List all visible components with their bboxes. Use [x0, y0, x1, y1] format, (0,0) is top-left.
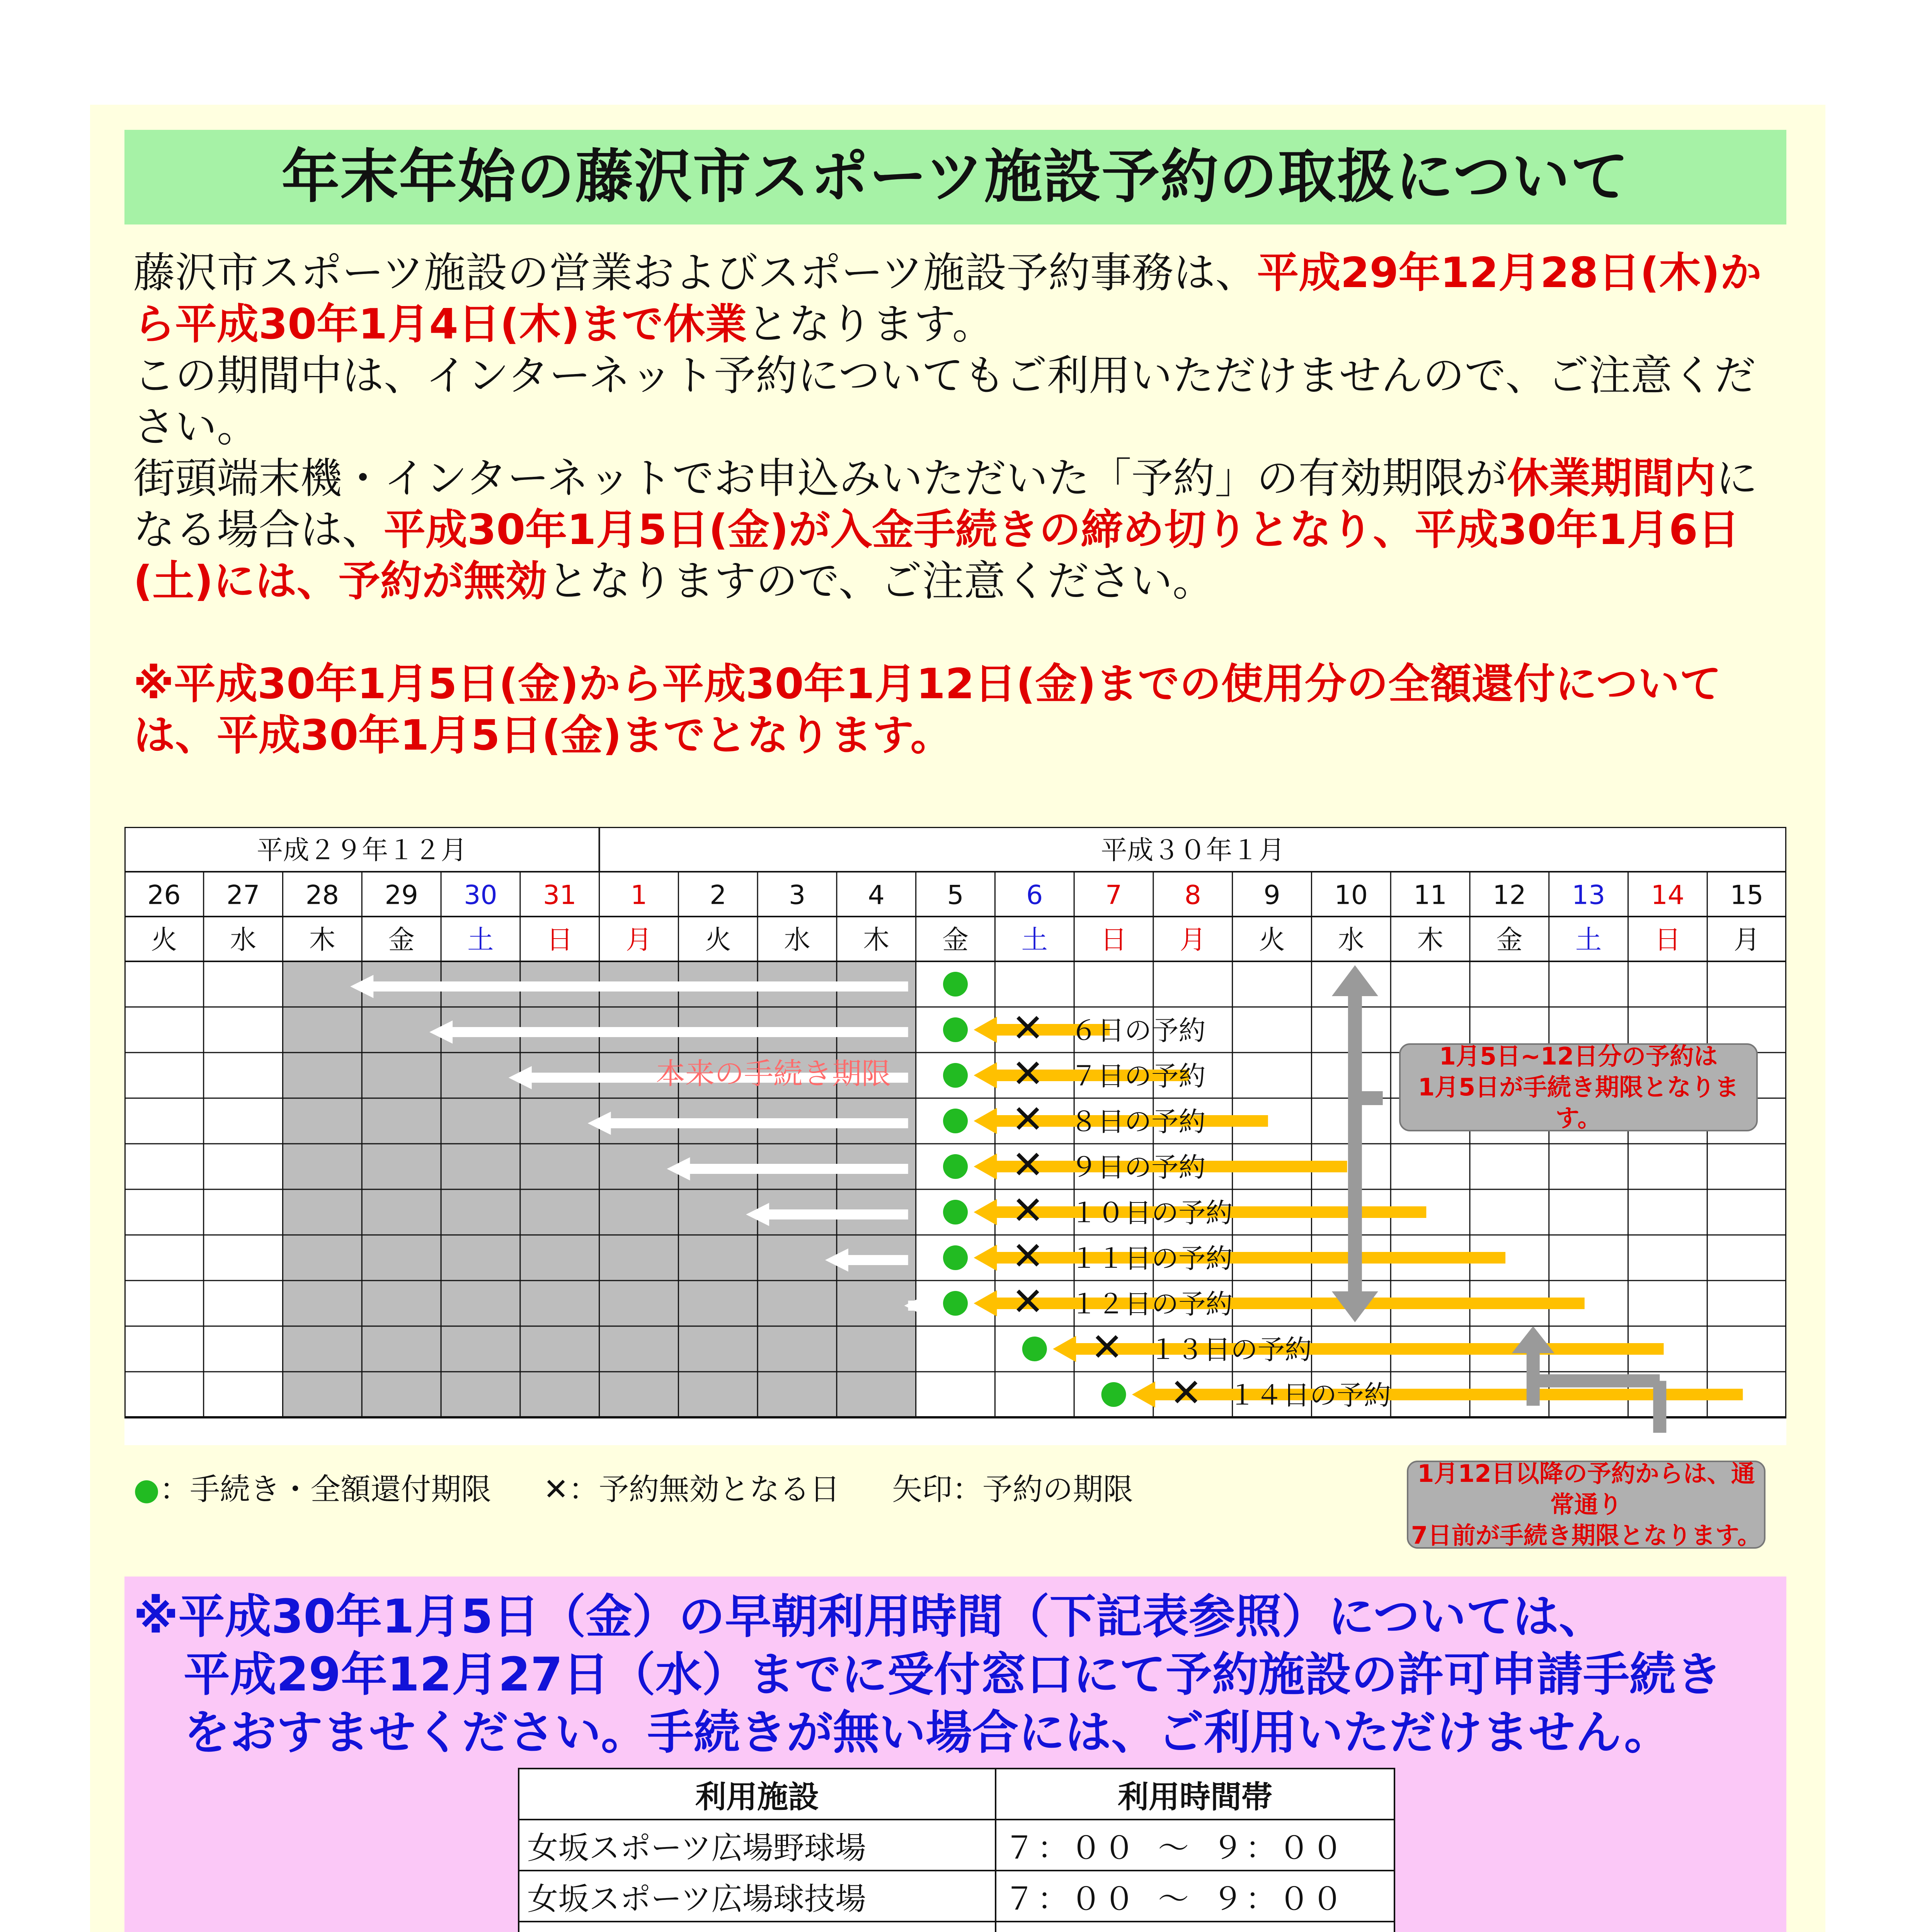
calendar-weekday: 木 [863, 925, 890, 956]
calendar-day-number: 5 [947, 880, 964, 911]
deadline-highlight: 平成30年1月5日(金)が入金手続きの締め切りとなり、平成30年1月6日(土)には、予約が無効 [133, 506, 1740, 605]
month-label-jan: 平成３０年１月 [1101, 835, 1285, 866]
arrow-head-icon [974, 1245, 997, 1271]
calendar-grid [124, 827, 1786, 1445]
legend-x-text: ：予約無効となる日 [569, 1472, 840, 1507]
x-mark-icon: ✕ [1011, 1005, 1044, 1051]
reservation-label: １４日の予約 [1228, 1379, 1391, 1411]
calendar-weekday: 土 [1575, 925, 1602, 956]
green-dot-icon [943, 1291, 968, 1316]
early-use-line-3: をおすませください。手続きが無い場合には、ご利用いただけません。 [184, 1706, 1671, 1760]
intro-text: になる場合は、 [133, 454, 1758, 554]
calendar-weekday: 金 [388, 925, 415, 956]
reservation-label: ７日の予約 [1070, 1060, 1206, 1092]
x-mark-icon: ✕ [1091, 1325, 1124, 1370]
x-mark-icon: ✕ [1011, 1233, 1044, 1279]
calendar-day-number: 12 [1493, 880, 1526, 911]
calendar-day-number: 6 [1026, 880, 1043, 911]
calendar-day-number: 4 [868, 880, 885, 911]
original-deadline-label: 本来の手続き期限 [656, 1056, 891, 1091]
calendar-day-number: 30 [464, 880, 497, 911]
legend-arrow-text: 矢印：予約の期限 [892, 1472, 1134, 1507]
arrow-up-icon [1512, 1326, 1554, 1353]
intro-text: となります。 [747, 300, 994, 349]
reservation-label: １２日の予約 [1070, 1288, 1233, 1320]
reservation-label: １３日の予約 [1149, 1334, 1312, 1366]
early-use-table [518, 1768, 1395, 1932]
calendar-weekday: 水 [1338, 925, 1364, 956]
intro-text: となりますので、ご注意ください。 [547, 557, 1214, 605]
reservation-calendar [124, 827, 1786, 1445]
calendar-weekday: 金 [1496, 925, 1523, 956]
legend-dot-text: ：手続き・全額還付期限 [160, 1472, 492, 1507]
calendar-weekday: 月 [1733, 925, 1760, 956]
calendar-day-number: 11 [1413, 880, 1447, 911]
calendar-weekday: 火 [1259, 925, 1285, 956]
calendar-weekday: 金 [942, 925, 969, 956]
calendar-weekday: 火 [705, 925, 731, 956]
calendar-weekday: 火 [151, 925, 177, 956]
x-mark-icon: ✕ [1011, 1279, 1044, 1324]
intro-text: 街頭端末機・インターネットでお申込みいただいた「予約」の有効期限が [133, 454, 1507, 503]
table-header-row [519, 1769, 1394, 1820]
green-dot-icon: ● [133, 1472, 160, 1507]
arrow-head-icon [974, 1199, 997, 1225]
table-row [519, 1922, 1394, 1932]
time-cell: ７：００ 〜 ９：００ [996, 1820, 1394, 1871]
intro-paragraph-3 [133, 453, 1795, 607]
arrow-head-icon [974, 1017, 997, 1043]
green-dot-icon [943, 1017, 968, 1042]
arrow-up-icon [1332, 965, 1378, 996]
calendar-day-number: 7 [1105, 880, 1122, 911]
calendar-day-number: 3 [788, 880, 806, 911]
calendar-day-number: 1 [630, 880, 647, 911]
x-mark-icon: ✕ [1011, 1188, 1044, 1233]
time-cell [996, 1922, 1394, 1932]
green-dot-icon [943, 1245, 968, 1270]
reservation-label: １０日の予約 [1070, 1197, 1233, 1229]
x-mark-icon: ✕ [543, 1472, 569, 1507]
calendar-day-number: 26 [147, 880, 181, 911]
calendar-day-number: 10 [1334, 880, 1368, 911]
calendar-weekday: 日 [1100, 925, 1127, 956]
intro-text: 藤沢市スポーツ施設の営業およびスポーツ施設予約事務は、 [133, 249, 1257, 297]
closure-period: 平成29年12月28日(木)から平成30年1月4日(木)まで休業 [133, 249, 1762, 349]
calendar-day-number: 15 [1730, 880, 1764, 911]
calendar-day-number: 8 [1184, 880, 1201, 911]
calendar-day-number: 28 [305, 880, 339, 911]
calendar-weekday: 日 [546, 925, 573, 956]
table-row [519, 1820, 1394, 1871]
calendar-weekday: 土 [1021, 925, 1048, 956]
green-dot-icon [943, 1200, 968, 1225]
arrow-head-icon [1053, 1336, 1076, 1362]
calendar-weekday: 水 [230, 925, 257, 956]
intro-paragraph-2: この期間中は、インターネット予約についてもご利用いただけませんので、ご注意ください。 [133, 352, 1756, 451]
facility-cell [519, 1922, 996, 1932]
reservation-label: ８日の予約 [1070, 1106, 1206, 1138]
green-dot-icon [943, 1109, 968, 1133]
calendar-weekday: 水 [784, 925, 810, 956]
calendar-weekday: 日 [1654, 925, 1681, 956]
x-mark-icon: ✕ [1011, 1142, 1044, 1187]
facility-cell: 女坂スポーツ広場野球場 [519, 1820, 996, 1871]
calendar-weekday: 月 [1180, 925, 1206, 956]
reservation-label: ６日の予約 [1070, 1015, 1206, 1046]
calendar-day-number: 14 [1651, 880, 1685, 911]
x-mark-icon: ✕ [1011, 1051, 1044, 1096]
calendar-weekday: 土 [467, 925, 494, 956]
closure-highlight: 休業期間内 [1507, 454, 1716, 503]
calendar-weekday: 木 [309, 925, 335, 956]
callout-normal-deadline: 1月12日以降の予約からは、通常通り 7日前が手続き期限となります。 [1407, 1461, 1765, 1549]
table-row [519, 1871, 1394, 1922]
early-use-line-1: ※平成30年1月5日（金）の早朝利用時間（下記表参照）については、 [133, 1590, 1605, 1644]
calendar-day-number: 13 [1571, 880, 1605, 911]
time-cell: ７：００ 〜 ９：００ [996, 1871, 1394, 1922]
arrow-head-icon [974, 1153, 997, 1180]
month-label-dec: 平成２９年１２月 [257, 835, 467, 866]
arrow-head-icon [974, 1108, 997, 1134]
green-dot-icon [1102, 1382, 1126, 1407]
green-dot-icon [943, 1154, 968, 1179]
intro-paragraph-1 [133, 247, 1795, 350]
x-mark-icon: ✕ [1170, 1370, 1202, 1415]
calendar-day-number: 2 [710, 880, 727, 911]
calendar-day-number: 9 [1263, 880, 1280, 911]
early-use-line-2: 平成29年12月27日（水）までに受付窓口にて予約施設の許可申請手続き [184, 1648, 1722, 1702]
calendar-weekday: 月 [625, 925, 652, 956]
table-header-facility: 利用施設 [519, 1769, 996, 1820]
arrow-head-icon [974, 1062, 997, 1088]
green-dot-icon [943, 1063, 968, 1088]
facility-cell: 女坂スポーツ広場球技場 [519, 1871, 996, 1922]
calendar-day-number: 27 [226, 880, 260, 911]
arrow-head-icon [1132, 1381, 1155, 1408]
calendar-day-number: 31 [543, 880, 577, 911]
arrow-head-icon [974, 1290, 997, 1316]
green-dot-icon [943, 972, 968, 997]
reservation-label: １１日の予約 [1070, 1243, 1233, 1274]
calendar-day-number: 29 [385, 880, 418, 911]
x-mark-icon: ✕ [1011, 1097, 1044, 1142]
callout-deadline-range: 1月5日~12日分の予約は 1月5日が手続き期限となります。 [1399, 1043, 1758, 1131]
green-dot-icon [1022, 1337, 1047, 1361]
page-title: 年末年始の藤沢市スポーツ施設予約の取扱について [281, 143, 1629, 211]
calendar-weekday: 木 [1417, 925, 1444, 956]
refund-note: ※平成30年1月5日(金)から平成30年1月12日(金)までの使用分の全額還付については、平成30年1月5日(金)までとなります。 [133, 660, 1721, 760]
table-header-time: 利用時間帯 [996, 1769, 1394, 1820]
calendar-legend [133, 1464, 1409, 1515]
reservation-label: ９日の予約 [1070, 1151, 1206, 1183]
